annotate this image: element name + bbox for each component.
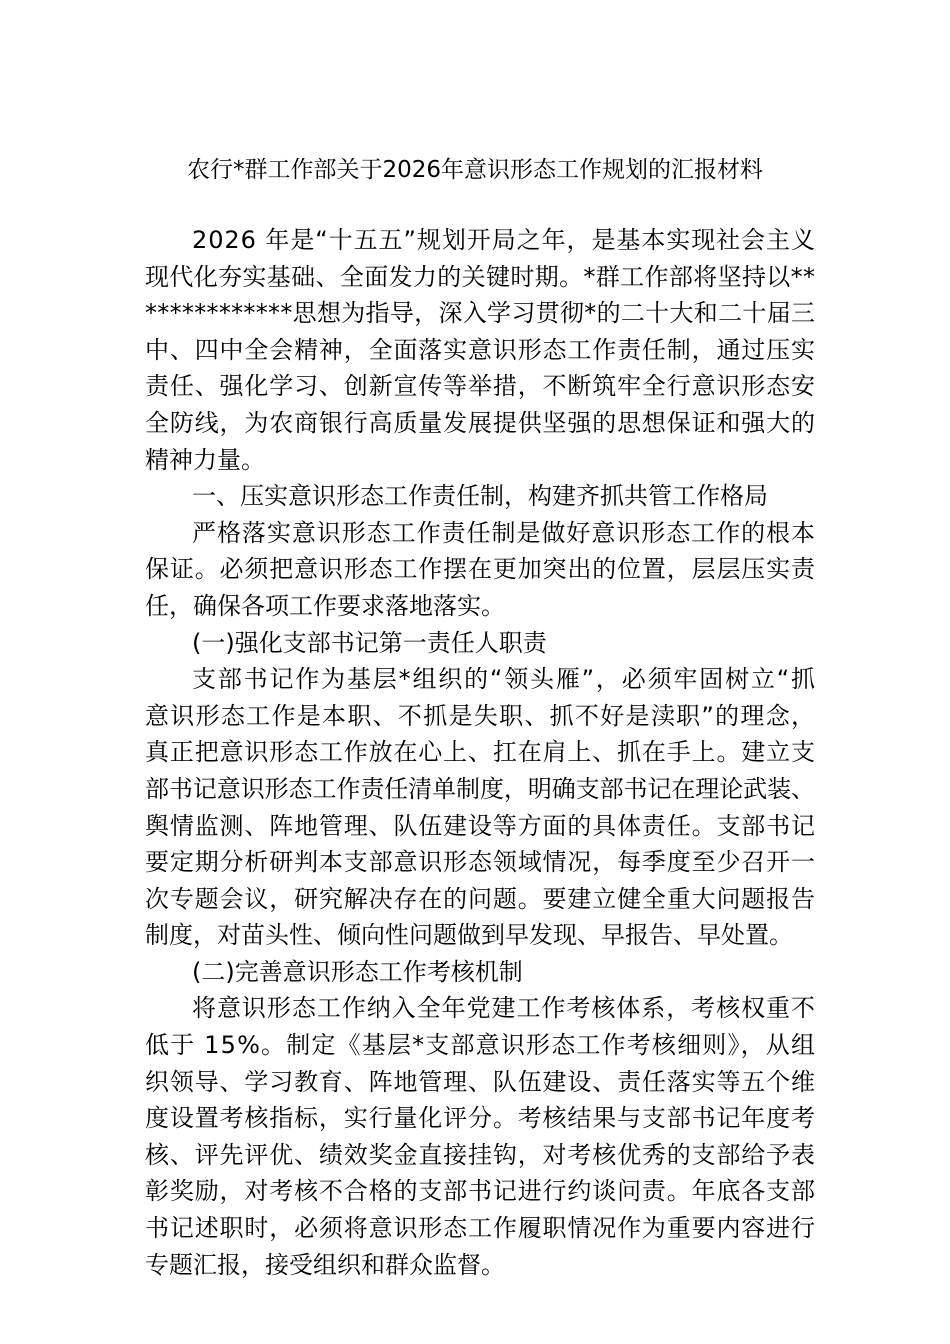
paragraph-line: (二)完善意识形态工作考核机制: [192, 957, 523, 986]
paragraph: [145, 222, 815, 478]
document-title: 农行*群工作部关于2026年意识形态工作规划的汇报材料: [186, 157, 764, 183]
paragraph-line: 专题汇报，接受组织和群众监督。: [145, 1250, 505, 1279]
paragraph: [145, 954, 815, 991]
paragraph-line: 任，确保各项工作要求落地落实。: [145, 591, 505, 620]
paragraph: [145, 515, 815, 625]
paragraph-line: 精神力量。: [145, 445, 265, 474]
paragraph-line: 严格落实意识形态工作责任制是做好意识形态工作的根本: [192, 518, 816, 547]
paragraph-line: 次专题会议，研究解决存在的问题。要建立健全重大问题报告: [145, 884, 816, 913]
paragraph-line: 度设置考核指标，实行量化评分。考核结果与支部书记年度考: [145, 1104, 816, 1133]
paragraph-line: 全防线，为农商银行高质量发展提供坚强的思想保证和强大的: [145, 408, 816, 437]
paragraph-line: 一、压实意识形态工作责任制，构建齐抓共管工作格局: [192, 482, 768, 511]
paragraph-line: 部书记意识形态工作责任清单制度，明确支部书记在理论武装、: [145, 774, 815, 803]
paragraph-line: 现代化夯实基础、全面发力的关键时期。*群工作部将坚持以**: [145, 262, 816, 291]
paragraph: [145, 990, 815, 1283]
paragraph-line: 低于 15%。制定《基层*支部意识形态工作考核细则》，从组: [145, 1031, 817, 1060]
paragraph-line: 保证。必须把意识形态工作摆在更加突出的位置，层层压实责: [145, 555, 816, 584]
paragraph-line: 书记述职时，必须将意识形态工作履职情况作为重要内容进行: [145, 1214, 816, 1243]
paragraph-line: 将意识形态工作纳入全年党建工作考核体系，考核权重不: [192, 994, 816, 1023]
paragraph-line: 中、四中全会精神，全面落实意识形态工作责任制，通过压实: [145, 335, 816, 364]
paragraph: [145, 661, 815, 954]
paragraph-line: ************思想为指导，深入学习贯彻*的二十大和二十届三: [145, 299, 816, 328]
paragraph-line: 支部书记作为基层*组织的“领头雁”，必须牢固树立“抓: [192, 665, 817, 694]
paragraph-line: (一)强化支部书记第一责任人职责: [192, 628, 547, 657]
paragraph-line: 要定期分析研判本支部意识形态领域情况，每季度至少召开一: [145, 848, 816, 877]
document-body: [145, 222, 815, 1283]
paragraph-line: 真正把意识形态工作放在心上、扛在肩上、抓在手上。建立支: [145, 738, 816, 767]
paragraph: [145, 625, 815, 662]
paragraph: [145, 478, 815, 515]
paragraph-line: 2026 年是“十五五”规划开局之年，是基本实现社会主义: [192, 226, 816, 254]
paragraph-line: 意识形态工作是本职、不抓是失职、抓不好是渎职”的理念，: [145, 701, 817, 730]
paragraph-line: 彰奖励，对考核不合格的支部书记进行约谈问责。年底各支部: [145, 1177, 816, 1206]
paragraph-line: 核、评先评优、绩效奖金直接挂钩，对考核优秀的支部给予表: [145, 1140, 816, 1169]
paragraph-line: 舆情监测、阵地管理、队伍建设等方面的具体责任。支部书记: [145, 811, 816, 840]
paragraph-line: 制度，对苗头性、倾向性问题做到早发现、早报告、早处置。: [145, 921, 793, 950]
paragraph-line: 责任、强化学习、创新宣传等举措，不断筑牢全行意识形态安: [145, 372, 816, 401]
paragraph-line: 织领导、学习教育、阵地管理、队伍建设、责任落实等五个维: [145, 1067, 816, 1096]
